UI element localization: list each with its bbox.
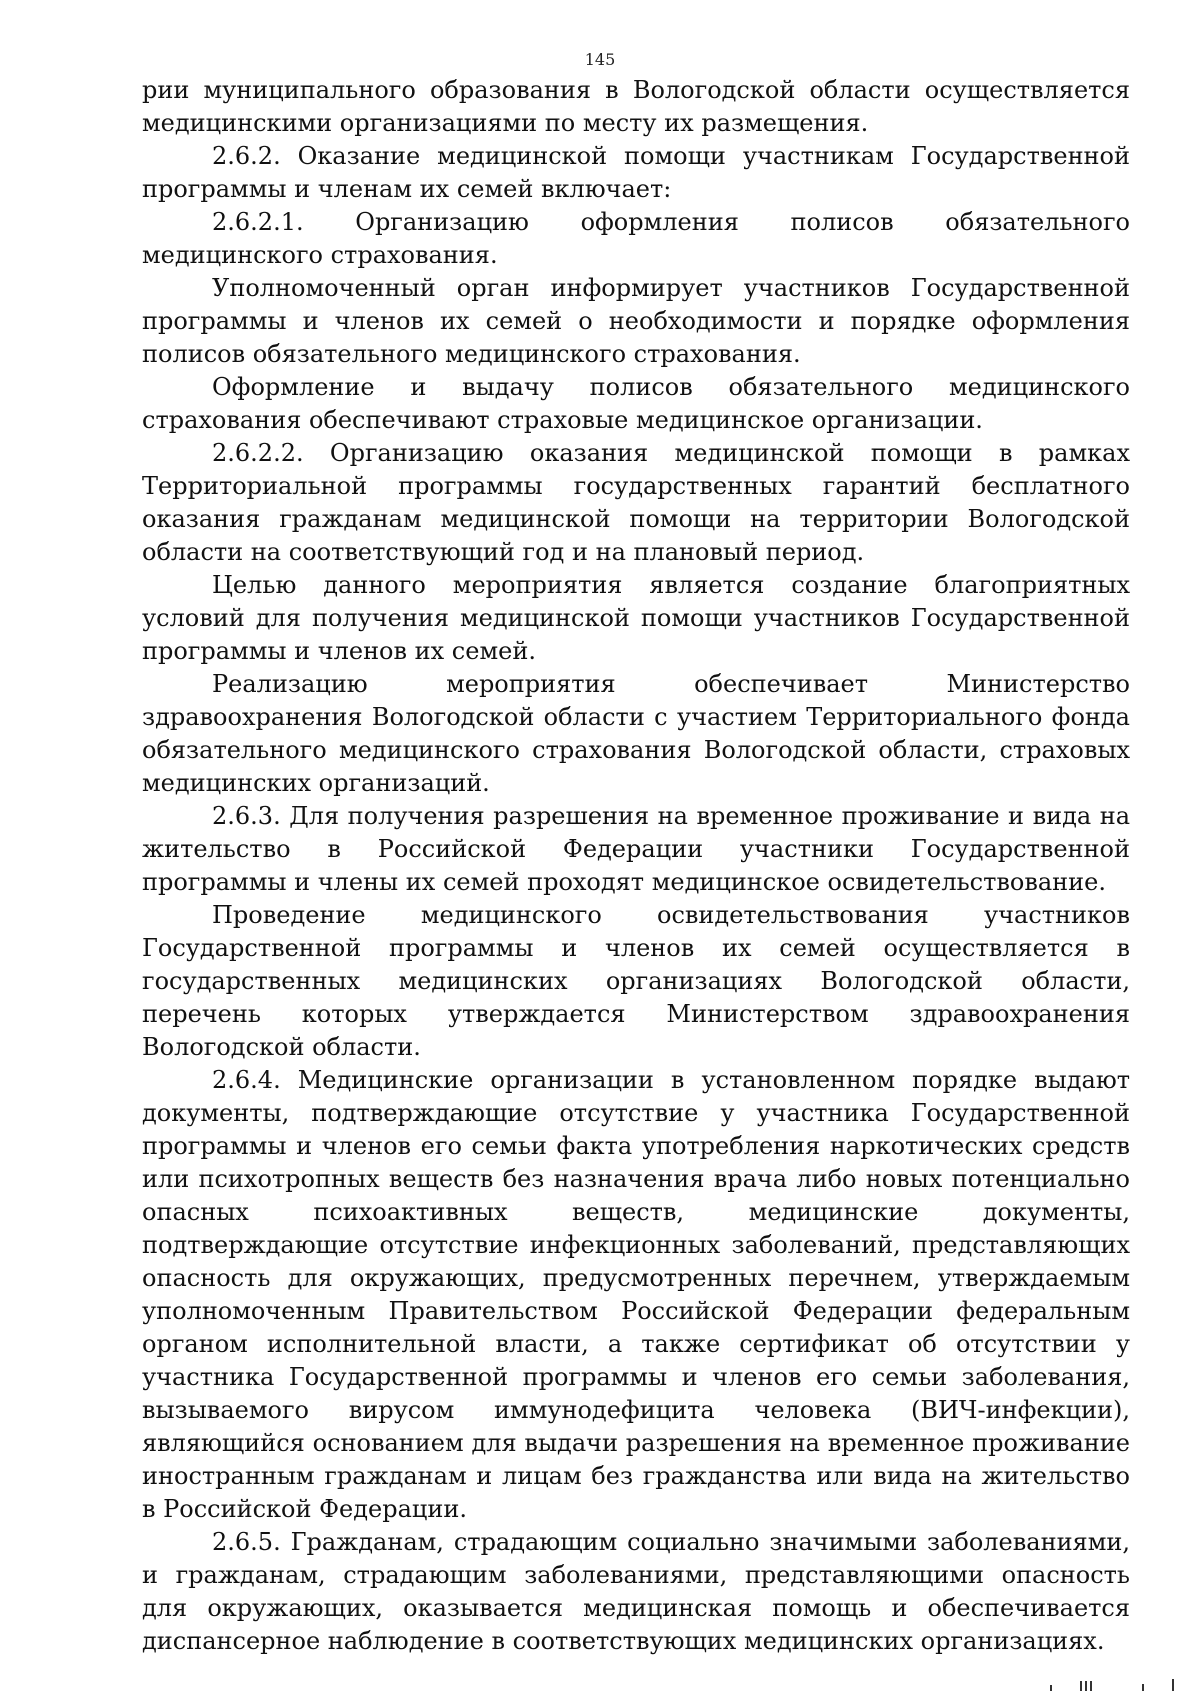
paragraph-policy-issuance: Оформление и выдачу полисов обязательного медицинского страхования обеспечивают страховые медицинское организации. xyxy=(142,373,1130,434)
page-number: 145 xyxy=(584,50,616,69)
paragraph-2-6-3: 2.6.3. Для получения разрешения на временное проживание и вида на жительство в Российской Федерации участники Государственной программы и члены их семей проходят медицинское освидетельствование. xyxy=(142,802,1130,896)
paragraph-implementation: Реализацию мероприятия обеспечивает Министерство здравоохранения Вологодской области с участием Территориального фонда обязательного медицинского страхования Вологодской области, страховых медицинских организаций. xyxy=(142,670,1130,797)
paragraph-2-6-2: 2.6.2. Оказание медицинской помощи участникам Государственной программы и членам их семей включает: xyxy=(142,142,1130,203)
body-text xyxy=(142,74,1130,1658)
paragraph-authorized-body: Уполномоченный орган информирует участников Государственной программы и членов их семей о необходимости и порядке оформления полисов обязательного медицинского страхования. xyxy=(142,274,1130,368)
paragraph-2-6-2-2: 2.6.2.2. Организацию оказания медицинской помощи в рамках Территориальной программы государственных гарантий бесплатного оказания гражданам медицинской помощи на территории Вологодской области на соответствующий год и на плановый период. xyxy=(142,439,1130,566)
paragraph-2-6-2-1: 2.6.2.1. Организацию оформления полисов обязательного медицинского страхования. xyxy=(142,208,1130,269)
paragraph-2-6-4: 2.6.4. Медицинские организации в установленном порядке выдают документы, подтверждающие отсутствие у участника Государственной программы и членов его семьи факта употребления наркотических средств или психотропных веществ без назначения врача либо новых потенциально опасных психоактивных веществ, медицинские документы, подтверждающие отсутствие инфекционных заболеваний, представляющих опасность для окружающих, предусмотренных перечнем, утверждаемым уполномоченным Правительством Российской Федерации федеральным органом исполнительной власти, а также сертификат об отсутствии у участника Государственной программы и членов его семьи заболевания, вызываемого вирусом иммунодефицита человека (ВИЧ-инфекции), являющийся основанием для выдачи разрешения на временное проживание иностранным гражданам и лицам без гражданства или вида на жительство в Российской Федерации. xyxy=(142,1066,1130,1523)
paragraph-examination: Проведение медицинского освидетельствования участников Государственной программы и членов их семей осуществляется в государственных медицинских организациях Вологодской области, перечень которых утверждается Министерством здравоохранения Вологодской области. xyxy=(142,901,1130,1061)
paragraph-purpose: Целью данного мероприятия является создание благоприятных условий для получения медицинской помощи участников Государственной программы и членов их семей. xyxy=(142,571,1130,665)
paragraph-continuation: рии муниципального образования в Вологодской области осуществляется медицинскими организациями по месту их размещения. xyxy=(142,76,1130,137)
scan-edge-marks xyxy=(1032,1677,1182,1691)
paragraph-2-6-5: 2.6.5. Гражданам, страдающим социально значимыми заболеваниями, и гражданам, страдающим заболеваниями, представляющими опасность для окружающих, оказывается медицинская помощь и обеспечивается диспансерное наблюдение в соответствующих медицинских организациях. xyxy=(142,1528,1130,1655)
